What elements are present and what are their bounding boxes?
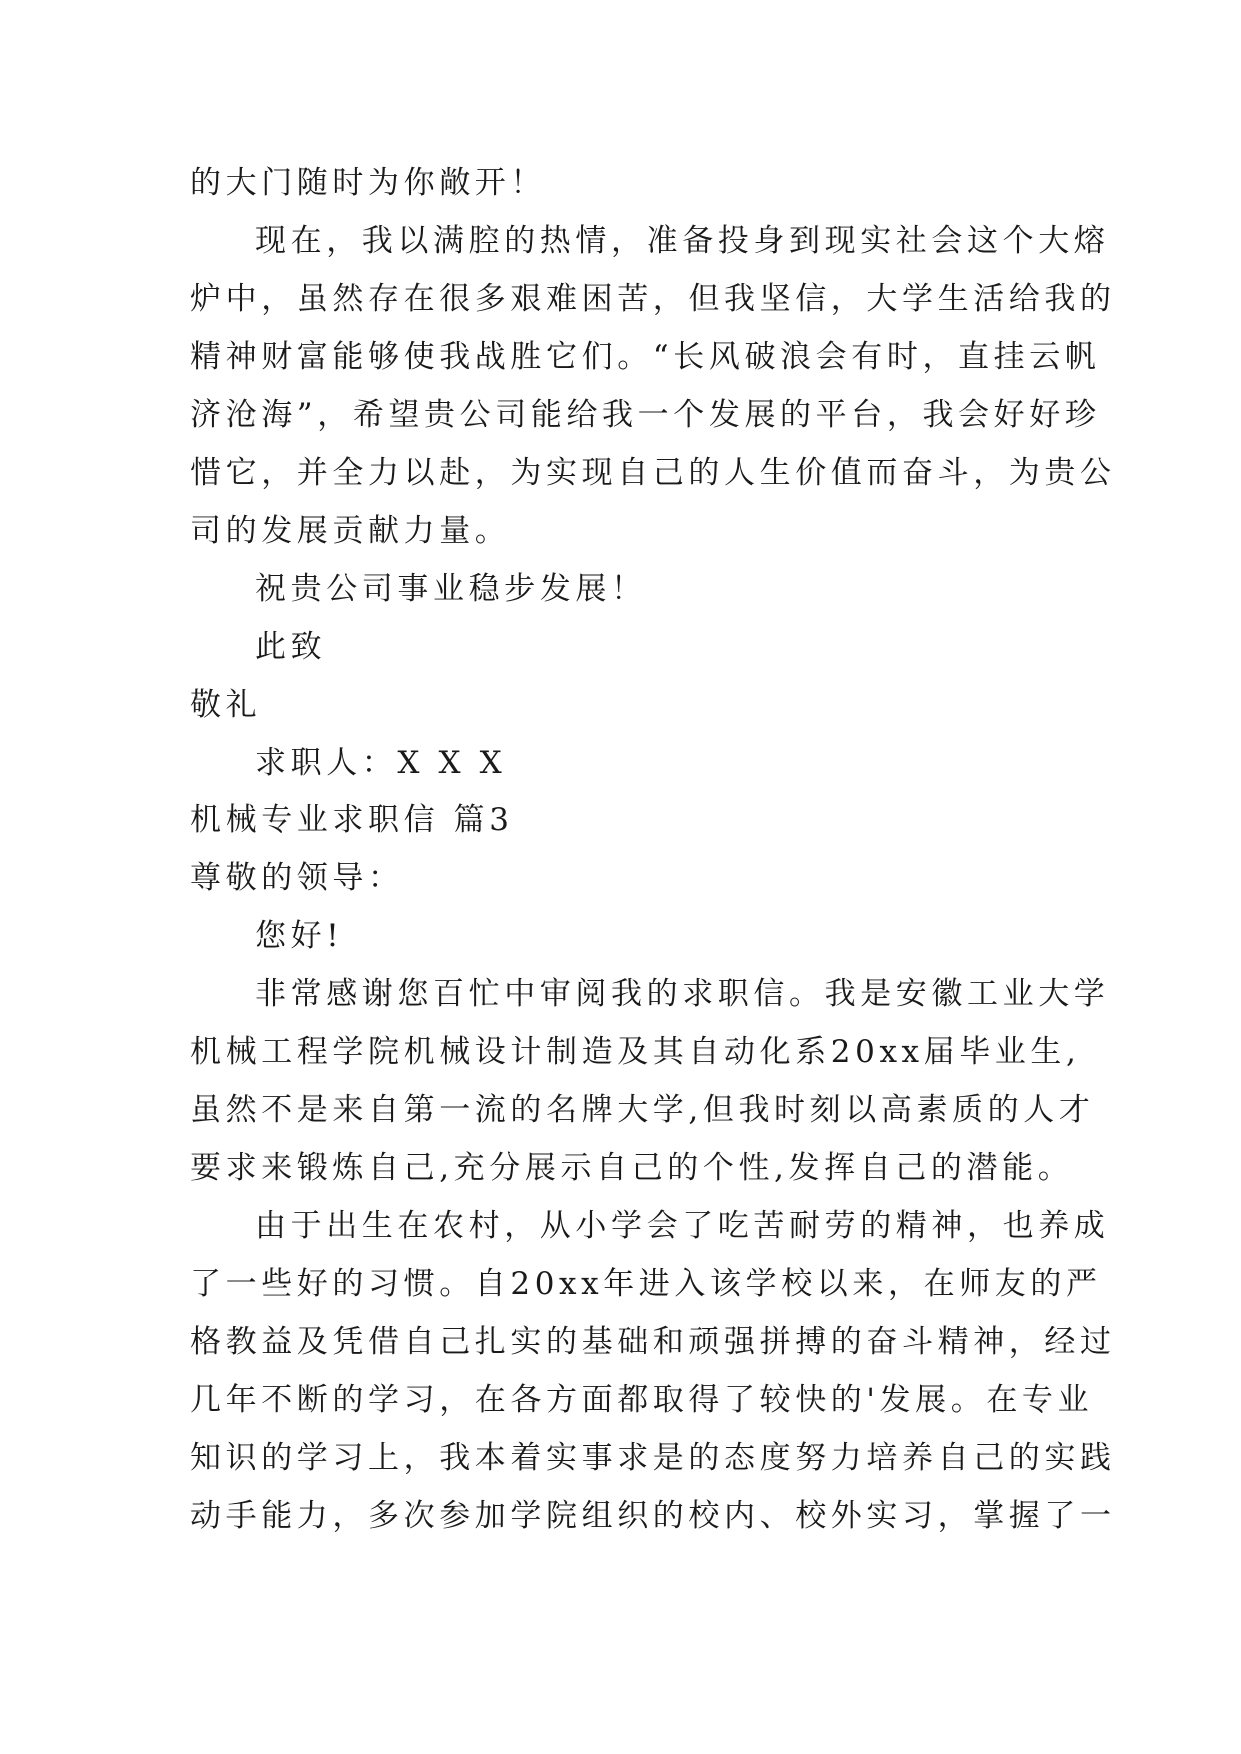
paragraph-line: 几年不断的学习，在各方面都取得了较快的'发展。在专业 [190, 1382, 1094, 1418]
section-heading: 机械专业求职信 篇3 [190, 802, 514, 838]
paragraph-line: 虽然不是来自第一流的名牌大学,但我时刻以高素质的人才 [190, 1092, 1095, 1128]
paragraph-line: 炉中，虽然存在很多艰难困苦，但我坚信，大学生活给我的 [190, 281, 1116, 317]
paragraph-line: 知识的学习上，我本着实事求是的态度努力培养自己的实践 [190, 1440, 1116, 1476]
paragraph-line: 由于出生在农村，从小学会了吃苦耐劳的精神，也养成 [255, 1208, 1110, 1244]
applicant-signature: 求职人：X X X [255, 745, 507, 781]
paragraph-line: 的大门随时为你敞开！ [190, 165, 546, 201]
paragraph-line: 惜它，并全力以赴，为实现自己的人生价值而奋斗，为贵公 [190, 455, 1116, 491]
greeting: 您好! [255, 918, 344, 954]
salutation-jingli: 敬礼 [190, 687, 262, 723]
paragraph-line: 动手能力，多次参加学院组织的校内、校外实习，掌握了一 [190, 1498, 1116, 1534]
paragraph-line: 机械工程学院机械设计制造及其自动化系20xx届毕业生, [190, 1034, 1081, 1070]
paragraph-line: 现在，我以满腔的热情，准备投身到现实社会这个大熔 [255, 223, 1110, 259]
paragraph-line: 要求来锻炼自己,充分展示自己的个性,发挥自己的潜能。 [190, 1150, 1074, 1186]
paragraph-line: 了一些好的习惯。自20xx年进入该学校以来，在师友的严 [190, 1266, 1102, 1302]
paragraph-line: 格教益及凭借自己扎实的基础和顽强拼搏的奋斗精神，经过 [190, 1324, 1116, 1360]
paragraph-line: 济沧海”，希望贵公司能给我一个发展的平台，我会好好珍 [190, 397, 1101, 433]
paragraph-line: 司的发展贡献力量。 [190, 513, 511, 549]
paragraph-line: 精神财富能够使我战胜它们。“长风破浪会有时，直挂云帆 [190, 339, 1101, 375]
paragraph-line: 非常感谢您百忙中审阅我的求职信。我是安徽工业大学 [255, 976, 1110, 1012]
salutation-cizhi: 此致 [255, 629, 327, 665]
closing-wish: 祝贵公司事业稳步发展！ [255, 571, 647, 607]
greeting-recipient: 尊敬的领导： [190, 860, 404, 896]
